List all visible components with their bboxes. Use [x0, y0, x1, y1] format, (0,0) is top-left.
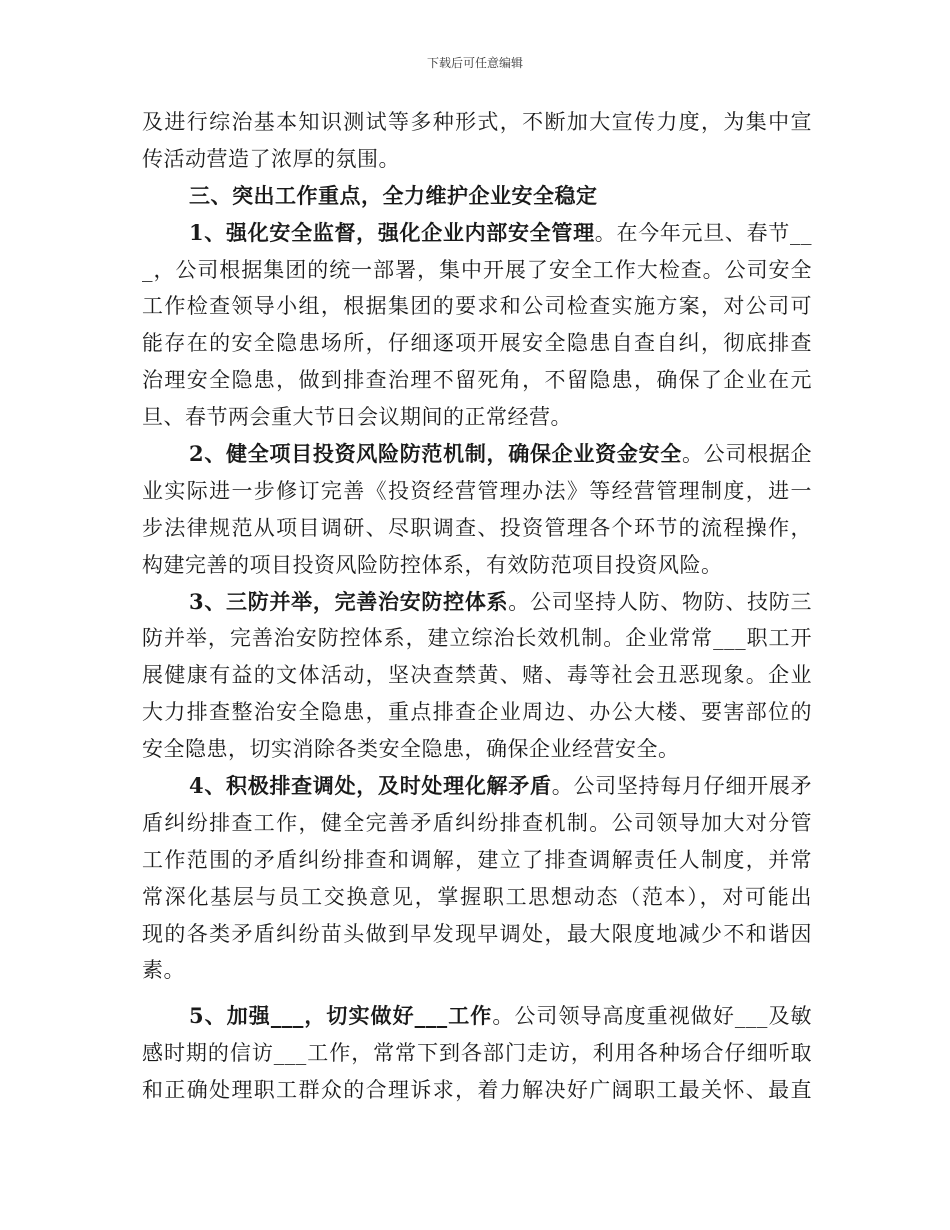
line-text: 素。 [142, 958, 185, 983]
text-line [142, 362, 812, 399]
bold-lead: 3、三防并举，完善治安防控体系 [189, 588, 509, 614]
text-line [142, 510, 812, 547]
line-text: 传活动营造了浓厚的氛围。 [142, 146, 400, 171]
line-text: 展健康有益的文体活动，坚决查禁黄、赌、毒等社会丑恶现象。企业 [142, 663, 812, 688]
text-line [142, 1035, 812, 1072]
line-text: 。公司领导高度重视做好___及敏 [492, 1004, 812, 1029]
text-line [142, 952, 812, 989]
text-line [142, 805, 812, 842]
text-line [142, 547, 812, 584]
line-text: 和正确处理职工群众的合理诉求，着力解决好广阔职工最关怀、最直 [142, 1078, 812, 1103]
text-line [142, 436, 812, 473]
line-text: 现的各类矛盾纠纷苗头做到早发现早调处，最大限度地减少不和谐因 [142, 921, 812, 946]
text-line [142, 584, 812, 621]
line-text: 。在今年元旦、春节__ [594, 220, 812, 245]
text-line [142, 620, 812, 657]
line-text: 大力排查整治安全隐患，重点排查企业周边、办公大楼、要害部位的 [142, 700, 812, 725]
text-line [142, 731, 812, 768]
line-text: 常深化基层与员工交换意见，掌握职工思想动态（范本），对可能出 [142, 884, 812, 909]
text-line [142, 141, 812, 178]
line-text: 旦、春节两会重大节日会议期间的正常经营。 [142, 405, 572, 430]
page-header: 下载后可任意编辑 [426, 56, 523, 70]
line-text: 。公司根据企 [681, 442, 812, 467]
text-line [142, 288, 812, 325]
line-text: 构建完善的项目投资风险防控体系，有效防范项目投资风险。 [142, 552, 723, 577]
bold-lead: 2、健全项目投资风险防范机制，确保企业资金安全 [189, 441, 682, 467]
text-line [142, 694, 812, 731]
line-text: 盾纠纷排查工作，健全完善矛盾纠纷排查机制。公司领导加大对分管 [142, 810, 812, 835]
line-text: 工作范围的矛盾纠纷排查和调解，建立了排查调解责任人制度，并常 [142, 847, 812, 872]
text-line [142, 325, 812, 362]
text-line [142, 399, 812, 436]
bold-lead: 1、强化安全监督，强化企业内部安全管理 [189, 219, 595, 245]
line-text: 治理安全隐患，做到排查治理不留死角，不留隐患，确保了企业在元 [142, 368, 812, 393]
line-text: 防并举，完善治安防控体系，建立综治长效机制。企业常常___职工开 [142, 626, 812, 651]
text-line [142, 1072, 812, 1109]
bold-lead: 4、积极排查调处，及时处理化解矛盾 [189, 773, 552, 799]
line-text: 。公司坚持每月仔细开展矛 [551, 774, 812, 799]
line-text: 业实际进一步修订完善《投资经营管理办法》等经营管理制度，进一 [142, 478, 812, 503]
line-text: 安全隐患，切实消除各类安全隐患，确保企业经营安全。 [142, 737, 680, 762]
bold-lead: 三、突出工作重点，全力维护企业安全稳定 [189, 182, 598, 208]
text-line [142, 657, 812, 694]
line-text: 能存在的安全隐患场所，仔细逐项开展安全隐患自查自纠，彻底排查 [142, 331, 812, 356]
line-text: _，公司根据集团的统一部署，集中开展了安全工作大检查。公司安全 [142, 257, 812, 282]
section-heading [142, 178, 812, 215]
document-body [142, 104, 812, 1109]
text-line [142, 473, 812, 510]
text-line [142, 768, 812, 805]
text-line [142, 916, 812, 953]
text-line [142, 104, 812, 141]
line-text: 步法律规范从项目调研、尽职调查、投资管理各个环节的流程操作， [142, 515, 812, 540]
text-line [142, 842, 812, 879]
paragraph-gap [142, 989, 812, 998]
line-text: 。公司坚持人防、物防、技防三 [508, 589, 812, 614]
line-text: 工作检查领导小组，根据集团的要求和公司检查实施方案，对公司可 [142, 294, 812, 319]
text-line [142, 998, 812, 1035]
bold-lead: 5、加强___，切实做好___工作 [189, 1003, 493, 1029]
text-line [142, 879, 812, 916]
text-line [142, 252, 812, 289]
line-text: 感时期的信访___工作，常常下到各部门走访，利用各种场合仔细听取 [142, 1041, 812, 1066]
line-text: 及进行综治基本知识测试等多种形式，不断加大宣传力度，为集中宣 [142, 110, 812, 134]
text-line [142, 215, 812, 252]
